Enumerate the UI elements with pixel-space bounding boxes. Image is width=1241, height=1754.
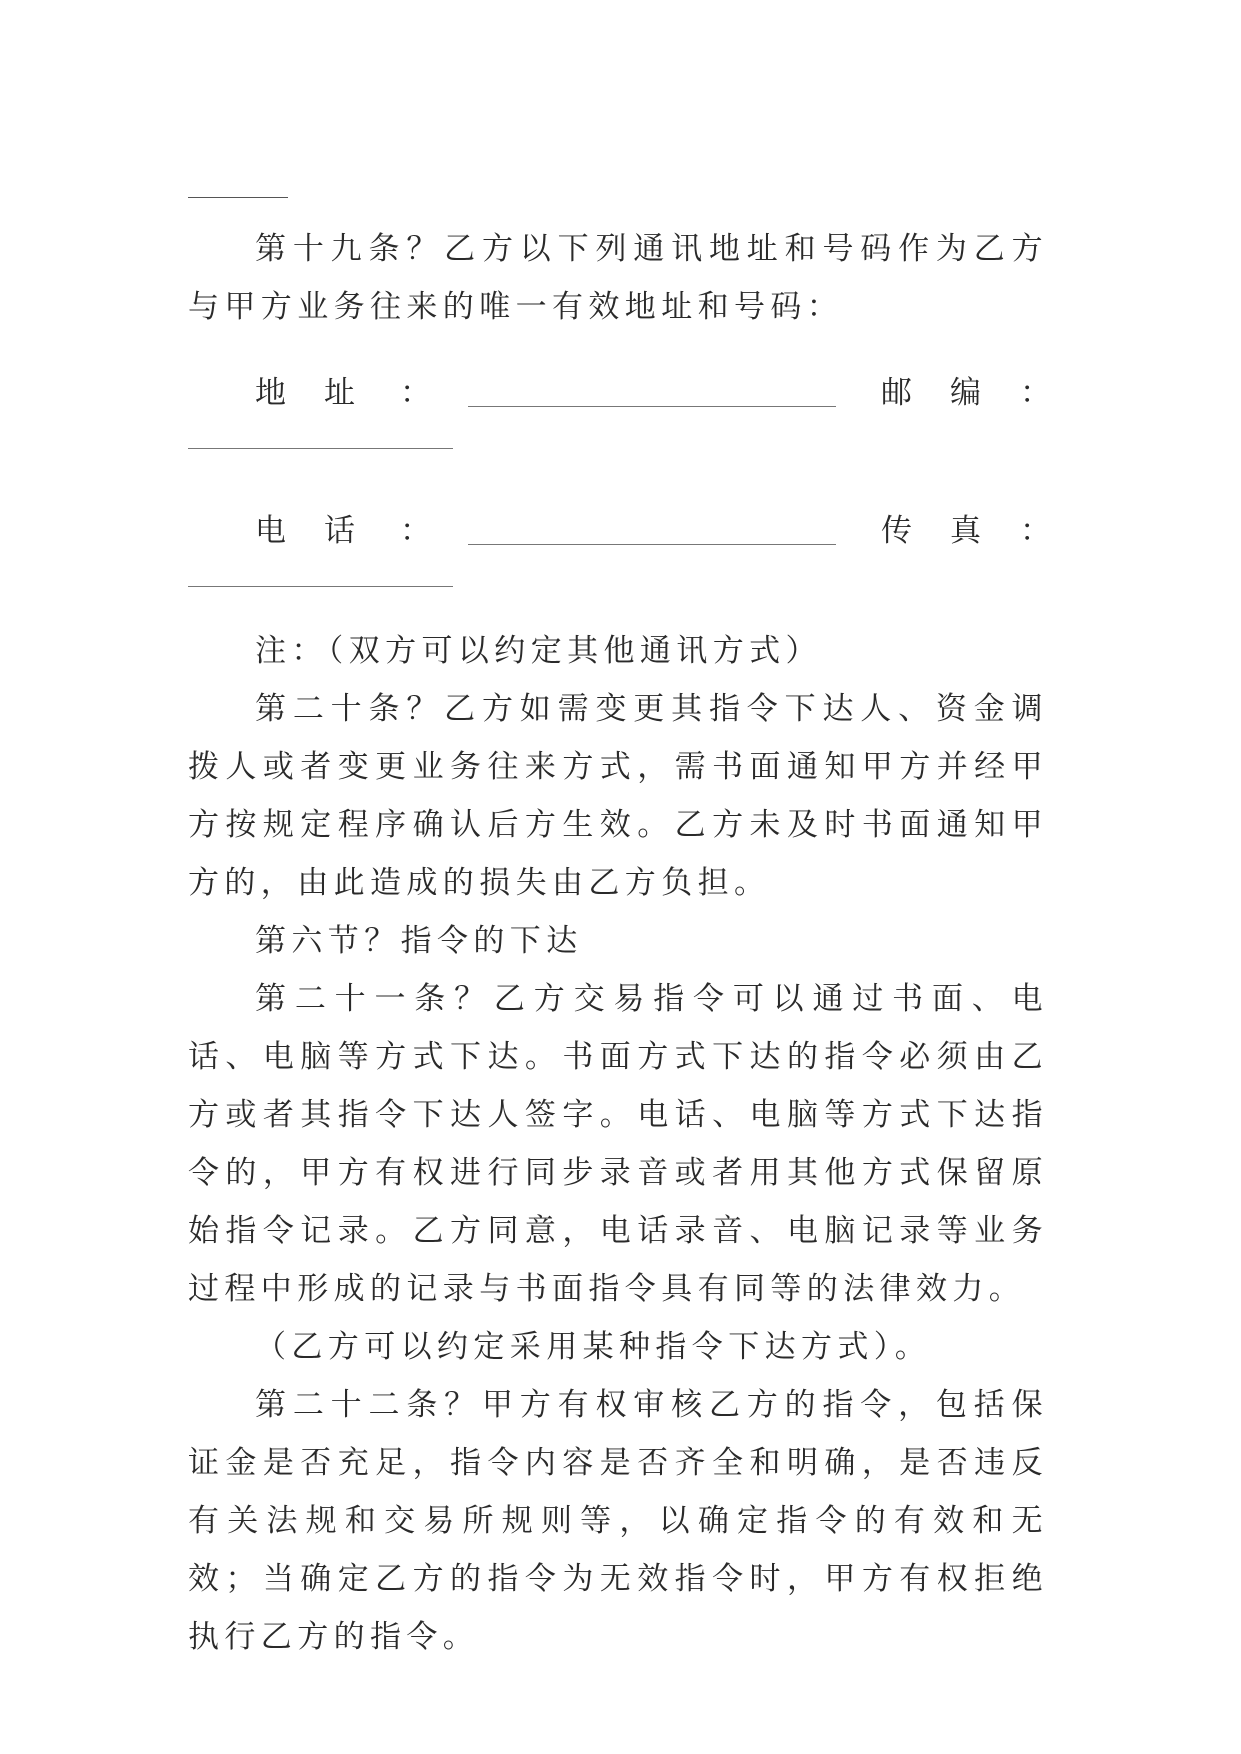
postcode-label: 邮编 bbox=[881, 375, 1019, 411]
fax-label: 传真 bbox=[881, 513, 1019, 549]
address-blank-line bbox=[468, 406, 836, 407]
phone-label: 电话 bbox=[255, 513, 393, 549]
postcode-blank-line bbox=[188, 448, 453, 449]
note-contact: 注：（双方可以约定其他通讯方式） bbox=[255, 633, 822, 669]
fax-blank-row bbox=[188, 572, 1048, 612]
phone-blank-line bbox=[468, 544, 836, 545]
note-instruction-method: （乙方可以约定采用某种指令下达方式）。 bbox=[255, 1329, 932, 1365]
phone-fax-row bbox=[188, 502, 1051, 560]
address-postcode-row bbox=[188, 364, 1051, 422]
postcode-colon: ： bbox=[1020, 375, 1051, 411]
article-20: 第二十条？乙方如需变更其指令下达人、资金调拨人或者变更业务往来方式，需书面通知甲方并经甲方按规定程序确认后方生效。乙方未及时书面通知甲方的，由此造成的损失由乙方负担。 bbox=[188, 691, 1048, 901]
fax-colon: ： bbox=[1020, 513, 1051, 549]
phone-colon: ： bbox=[400, 513, 431, 549]
article-19: 第十九条？乙方以下列通讯地址和号码作为乙方与甲方业务往来的唯一有效地址和号码： bbox=[188, 231, 1048, 325]
fax-blank-line bbox=[188, 586, 453, 587]
address-label: 地址 bbox=[255, 375, 393, 411]
address-colon: ： bbox=[400, 375, 431, 411]
postcode-blank-row bbox=[188, 434, 1048, 474]
article-22: 第二十二条？甲方有权审核乙方的指令，包括保证金是否充足，指令内容是否齐全和明确，是否违反有关法规和交易所规则等，以确定指令的有效和无效；当确定乙方的指令为无效指令时，甲方有权拒绝执行乙方的指令。 bbox=[188, 1387, 1048, 1655]
document-body bbox=[188, 190, 1051, 1666]
article-21: 第二十一条？乙方交易指令可以通过书面、电话、电脑等方式下达。书面方式下达的指令必须由乙方或者其指令下达人签字。电话、电脑等方式下达指令的，甲方有权进行同步录音或者用其他方式保留原始指令记录。乙方同意，电话录音、电脑记录等业务过程中形成的记录与书面指令具有同等的法律效力。 bbox=[188, 981, 1048, 1307]
section-6-heading: 第六节？指令的下达 bbox=[255, 923, 583, 959]
